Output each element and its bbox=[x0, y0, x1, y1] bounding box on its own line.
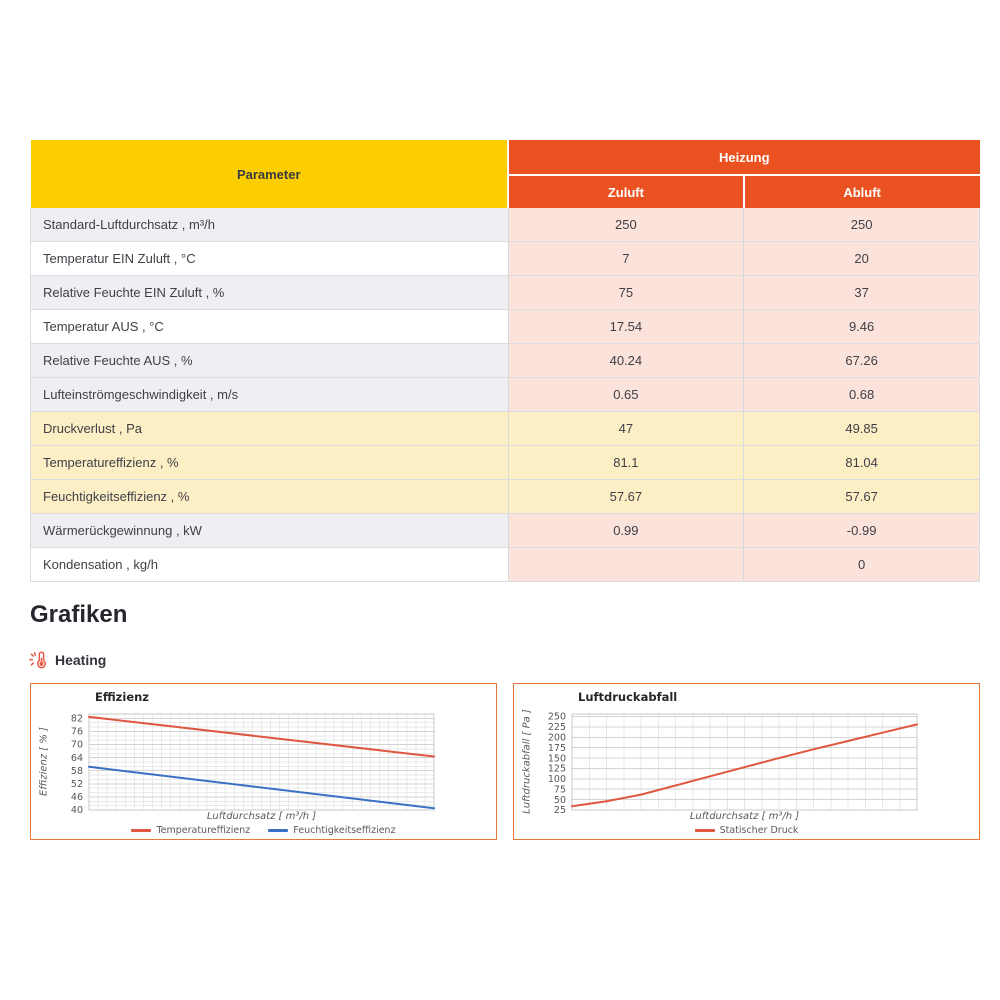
abluft-value: 81.04 bbox=[744, 446, 980, 480]
legend-item bbox=[695, 825, 799, 836]
table-row bbox=[31, 480, 980, 514]
legend-label: Statischer Druck bbox=[719, 825, 799, 836]
y-tick-label: 250 bbox=[547, 711, 566, 723]
table-row bbox=[31, 514, 980, 548]
zuluft-value: 57.67 bbox=[508, 480, 744, 514]
abluft-value: 37 bbox=[744, 276, 980, 310]
y-axis-label: Effizienz [ % ] bbox=[38, 727, 50, 796]
y-tick-label: 125 bbox=[547, 763, 566, 775]
abluft-value: 9.46 bbox=[744, 310, 980, 344]
abluft-value: -0.99 bbox=[744, 514, 980, 548]
grafiken-heading: Grafiken bbox=[30, 601, 128, 628]
row-label: Temperatur EIN Zuluft , °C bbox=[31, 242, 509, 276]
table-row bbox=[31, 548, 980, 582]
y-tick-label: 58 bbox=[70, 765, 83, 777]
legend-label: Feuchtigkeitseffizienz bbox=[293, 825, 396, 836]
zuluft-value: 0.65 bbox=[508, 378, 744, 412]
y-tick-label: 175 bbox=[547, 742, 566, 754]
zuluft-value: 7 bbox=[508, 242, 744, 276]
y-tick-label: 25 bbox=[553, 805, 566, 817]
zuluft-column-header: Zuluft bbox=[508, 175, 744, 208]
y-tick-label: 40 bbox=[70, 805, 83, 817]
table-row bbox=[31, 208, 980, 242]
legend-item bbox=[268, 825, 395, 836]
effizienz-chart bbox=[30, 683, 497, 840]
legend-line-icon bbox=[695, 829, 715, 832]
parameters-table bbox=[30, 140, 980, 582]
legend-label: Temperatureffizienz bbox=[156, 825, 251, 836]
row-label: Temperatur AUS , °C bbox=[31, 310, 509, 344]
y-tick-label: 200 bbox=[547, 732, 566, 744]
zuluft-value: 40.24 bbox=[508, 344, 744, 378]
row-label: Relative Feuchte AUS , % bbox=[31, 344, 509, 378]
table-row bbox=[31, 446, 980, 480]
heating-section-header bbox=[28, 650, 106, 670]
parameters-table-wrap bbox=[30, 140, 980, 582]
thermometer-sun-icon bbox=[28, 650, 48, 670]
abluft-value: 0 bbox=[744, 548, 980, 582]
abluft-value: 250 bbox=[744, 208, 980, 242]
abluft-value: 20 bbox=[744, 242, 980, 276]
y-tick-label: 100 bbox=[547, 774, 566, 786]
chart-legend bbox=[514, 825, 979, 836]
table-row bbox=[31, 412, 980, 446]
zuluft-value bbox=[508, 548, 744, 582]
y-tick-label: 225 bbox=[547, 722, 566, 734]
heizung-group-header: Heizung bbox=[508, 140, 980, 175]
row-label: Feuchtigkeitseffizienz , % bbox=[31, 480, 509, 514]
table-row bbox=[31, 378, 980, 412]
y-tick-label: 150 bbox=[547, 753, 566, 765]
y-tick-label: 75 bbox=[553, 784, 566, 796]
abluft-value: 0.68 bbox=[744, 378, 980, 412]
y-axis-label: Luftdruckabfall [ Pa ] bbox=[521, 709, 533, 814]
zuluft-value: 250 bbox=[508, 208, 744, 242]
table-row bbox=[31, 242, 980, 276]
heating-label: Heating bbox=[55, 652, 107, 668]
table-row bbox=[31, 310, 980, 344]
chart-legend bbox=[31, 825, 496, 836]
legend-item bbox=[131, 825, 250, 836]
parameter-column-header: Parameter bbox=[31, 140, 509, 208]
zuluft-value: 0.99 bbox=[508, 514, 744, 548]
row-label: Temperatureffizienz , % bbox=[31, 446, 509, 480]
row-label: Druckverlust , Pa bbox=[31, 412, 509, 446]
zuluft-value: 47 bbox=[508, 412, 744, 446]
zuluft-value: 81.1 bbox=[508, 446, 744, 480]
legend-line-icon bbox=[131, 829, 151, 832]
row-label: Kondensation , kg/h bbox=[31, 548, 509, 582]
abluft-value: 57.67 bbox=[744, 480, 980, 514]
chart-title: Luftdruckabfall bbox=[578, 690, 678, 704]
zuluft-value: 75 bbox=[508, 276, 744, 310]
y-tick-label: 46 bbox=[70, 792, 83, 804]
legend-line-icon bbox=[268, 829, 288, 832]
y-tick-label: 52 bbox=[70, 779, 83, 791]
y-tick-label: 64 bbox=[70, 752, 83, 764]
luftdruckabfall-chart bbox=[513, 683, 980, 840]
abluft-column-header: Abluft bbox=[744, 175, 980, 208]
abluft-value: 67.26 bbox=[744, 344, 980, 378]
x-axis-label: Luftdurchsatz [ m³/h ] bbox=[206, 811, 317, 822]
y-tick-label: 82 bbox=[70, 713, 83, 725]
x-axis-label: Luftdurchsatz [ m³/h ] bbox=[689, 811, 800, 822]
row-label: Lufteinströmgeschwindigkeit , m/s bbox=[31, 378, 509, 412]
chart-title: Effizienz bbox=[95, 690, 149, 704]
y-tick-label: 76 bbox=[70, 726, 83, 738]
row-label: Standard-Luftdurchsatz , m³/h bbox=[31, 208, 509, 242]
abluft-value: 49.85 bbox=[744, 412, 980, 446]
table-body bbox=[31, 208, 980, 582]
row-label: Relative Feuchte EIN Zuluft , % bbox=[31, 276, 509, 310]
y-tick-label: 70 bbox=[70, 739, 83, 751]
row-label: Wärmerückgewinnung , kW bbox=[31, 514, 509, 548]
table-row bbox=[31, 276, 980, 310]
table-row bbox=[31, 344, 980, 378]
zuluft-value: 17.54 bbox=[508, 310, 744, 344]
y-tick-label: 50 bbox=[553, 794, 566, 806]
